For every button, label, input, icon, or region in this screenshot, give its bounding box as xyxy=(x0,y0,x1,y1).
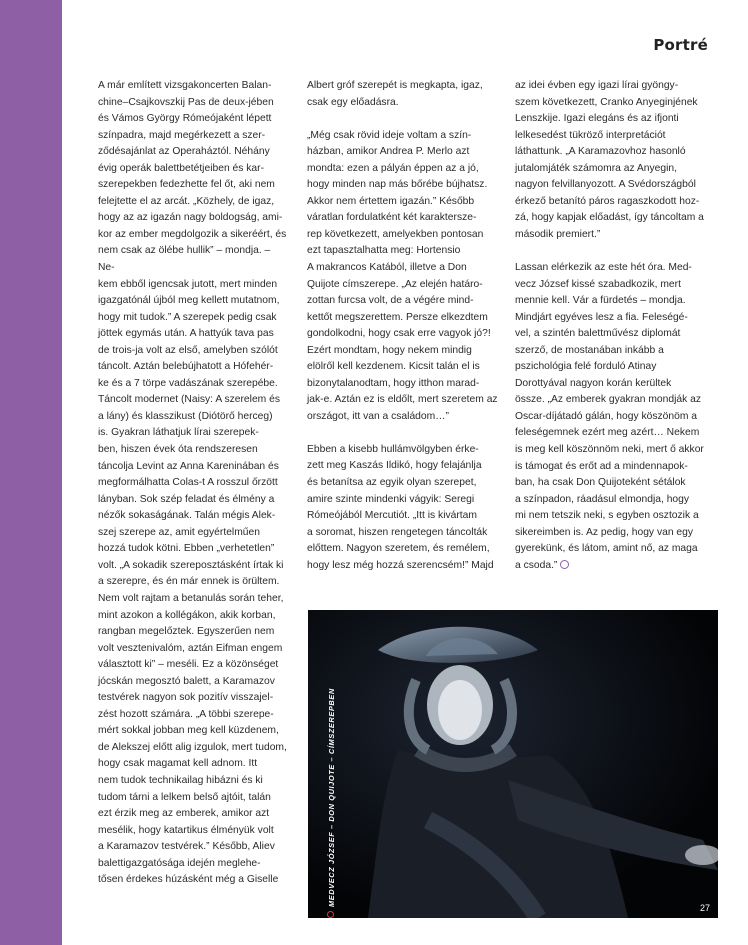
section-label: Portré xyxy=(653,36,708,54)
sidebar-color-band xyxy=(0,0,62,945)
page-number: 27 xyxy=(699,903,710,913)
paragraph: Ebben a kisebb hullámvölgyben érke- zett meg Kaszás Ildikó, hogy felajánlja és betanítsa az egyik olyan szerepet, amire szinte mindenki vágyik: Seregi Rómeójából Mercutiót. „Itt is kivártam a soromat, hiszen rengetegen táncolták előttem. Nagyon szeretem, és remélem, hogy lesz még hozzá szerencsém!” Majd xyxy=(307,443,494,571)
photo-caption xyxy=(327,618,337,918)
paragraph: Albert gróf szerepét is megkapta, igaz, csak egy előadásra. xyxy=(307,80,483,108)
paragraph xyxy=(515,260,715,574)
dancer-photo-illustration xyxy=(308,610,718,918)
paragraph: az idei évben egy igazi lírai gyöngy- szem következett, Cranko Anyeginjének Lenszkije. Igazi elegáns és az ifjonti lelkesedést tükröző interpretációt láthattunk. „A Karamazovhoz hasonló jutalomjáték számomra az Anyegin, nagyon felvillanyozott. A Svédországból érkező betanító páros ragaszkodott hoz- zá, hogy kapjak előadást, így táncoltam a második premiert.” xyxy=(515,80,704,240)
dancer-photo xyxy=(308,610,718,918)
text-column-1 xyxy=(98,78,288,905)
text-column-2 xyxy=(307,78,501,591)
paragraph-text: Lassan elérkezik az este hét óra. Med- vecz József kissé szabadkozik, mert mennie kell. Vár a fürdetés – mondja. Mindjárt egyéves lesz a fia. Feleségé- vel, a szintén balettművész diplomát szerző, de mostanában inkább a pszichológia felé forduló Atinay Dorottyával nagyon korán kerültek össze. „Az emberek gyakran mondják az Oscar-díjátadó gálán, hogy köszönöm a feleségemnek ezért meg azért… Nekem is meg kell köszönnöm neki, mert ő akkor is támogat és erőt ad a mindennapok- ban, ha csak Don Quijoteként sétálok a színpadon, ráadásul elmondja, hogy mi nem tetszik neki, s egyben osztozik a sikereimben is. Az pedig, hogy van egy gyerekünk, és látom, amint nő, az maga a csoda.” xyxy=(515,261,704,571)
caption-bullet-icon xyxy=(327,911,334,918)
paragraph: „Még csak rövid ideje voltam a szín- házban, amikor Andrea P. Merlo azt mondta: ezen a pályán éppen az a jó, hogy minden nap más bőrébe bújhatsz. Akkor nem értettem igazán.” Később váratlan fordulatként két karaktersze- rep következett, amelyekben pontosan ezt tapasztalhatta meg: Hortensio A makrancos Katából, illetve a Don Quijote címszerepe. „Az elején határo- zottan furcsa volt, de a végére mind- kettőt megszerettem. Persze elkezdtem gondolkodni, hogy csak erre vagyok jó?! Ezért mondtam, hogy nekem mindig elölről kell kezdenem. Kicsit talán el is bizonytalanodtam, hogy itthon marad- jak-e. Aztán ez is eldőlt, mert szeretem az országot, itt van a családom…” xyxy=(307,129,498,422)
caption-text: MEDVECZ JÓZSEF – DON QUIJOTE – CÍMSZEREPBEN xyxy=(327,688,336,907)
paragraph: A már említett vizsgakoncerten Balan- chine–Csajkovszkij Pas de deux-jében és Vámos György Rómeójaként lépett színpadra, majd megérkezett a szer- ződésajánlat az Operaháztól. Néhány évig operák balettbetétjeiben és kar- szerepekben fedezhette fel őt, aki nem felejtette el az arcát. „Közhely, de igaz, hogy az az igazán nagy boldogság, ami- kor az ember megdolgozik a sikeréért, és nem csak az ölébe hullik” – mondja. – Ne- kem ebből igencsak jutott, mert minden igazgatónál újból meg kellett mutatnom, hogy mit tudok.” A szerepek pedig csak jöttek egymás után. A hattyúk tava pas de trois-ja volt az első, amelyben szólót táncolt. Aztán belebújhatott a Hófehér- ke és a 7 törpe vadászának szerepébe. Táncolt modernet (Naisy: A szerelem és a lány) és klasszikust (Diótörő herceg) is. Gyakran láthatjuk lírai szerepek- ben, hiszen évek óta rendszeresen táncolja Levint az Anna Kareninában és megformálhatta Colas-t A rosszul őrzött lányban. Sok szép feladat és élmény a nézők sokaságának. Talán mégis Alek- szej szerepe az, amit egyértelműen hozzá tudok kötni. Ebben „verhetetlen” volt. „A sokadik szereposztásként írtak ki a szerepre, és én már ennek is örültem. Nem volt rajtam a betanulás során teher, mint azokon a kollégákon, akik korban, rangban megelőztek. Egyszerűen nem volt vesztenivalóm, aztán Eifman engem választott ki” – meséli. Ez a közönséget jócskán megosztó balett, a Karamazov testvérek nagyon sok pozitív visszajel- zést hozott számára. „A többi szerepe- mért sokkal jobban meg kell küzdenem, de Alekszej előtt alig izgulok, mert tudom, hogy csak magamat kell adnom. Itt nem tudok technikailag hibázni és ki tudom tárni a lelkem belső ajtóit, talán ezt érzik meg az emberek, amikor azt mesélik, hogy katartikus élményük volt a Karamazov testvérek.” Később, Aliev balettigazgatósága idején meglehe- tősen érdekes húzásként még a Giselle xyxy=(98,80,287,886)
text-column-3 xyxy=(515,78,715,591)
end-of-article-mark xyxy=(560,560,569,569)
